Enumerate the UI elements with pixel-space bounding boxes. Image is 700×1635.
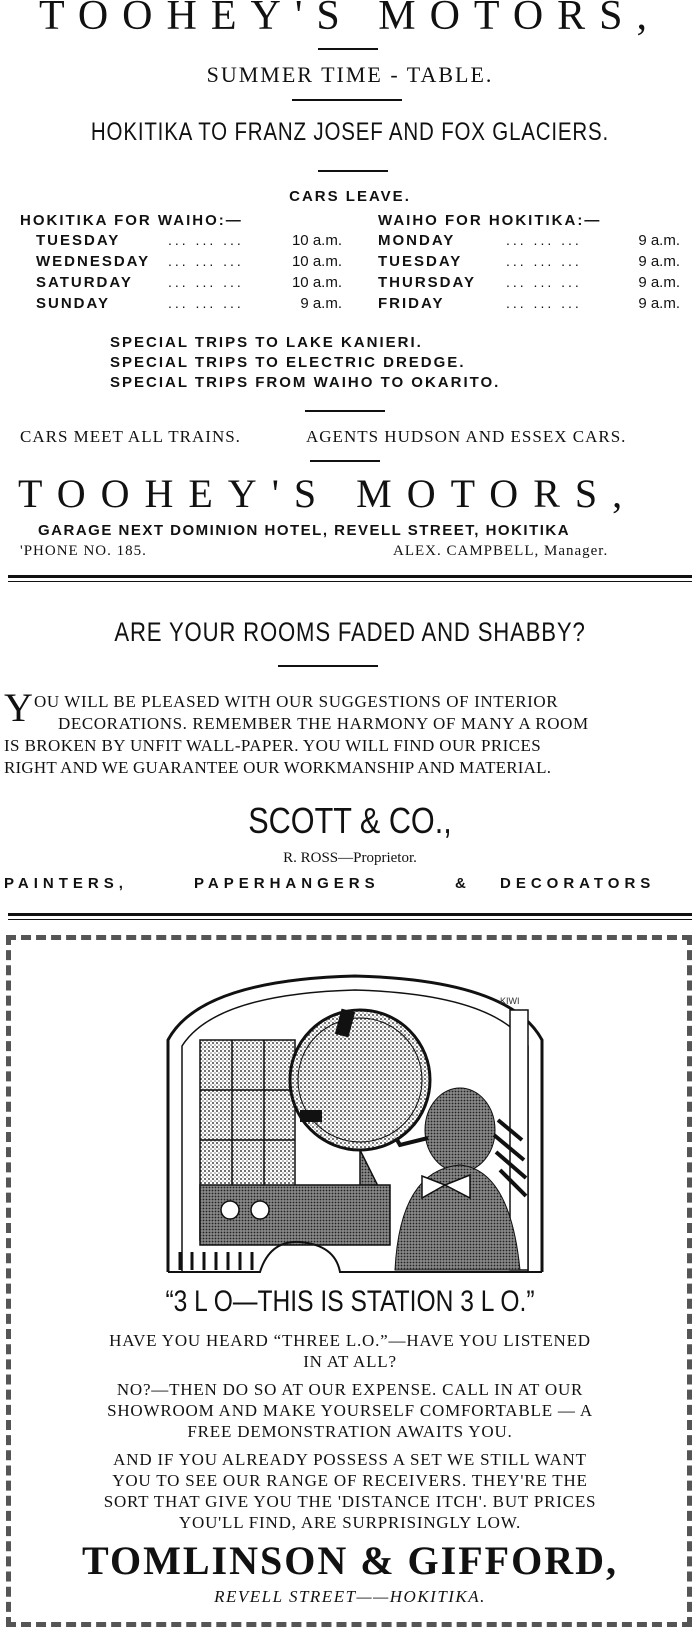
section-separator xyxy=(8,919,692,920)
para2-line: SHOWROOM AND MAKE YOURSELF COMFORTABLE — A xyxy=(107,1401,593,1420)
ad3-company: TOMLINSON & GIFFORD, xyxy=(82,1538,618,1583)
trade-paperhangers: PAPERHANGERS xyxy=(194,875,380,892)
trade-painters: PAINTERS, xyxy=(4,875,128,892)
trade-ampersand: & xyxy=(455,875,466,892)
ad1-cars-leave: CARS LEAVE. xyxy=(289,188,411,205)
left-time: 9 a.m. xyxy=(300,295,342,312)
proprietor: R. ROSS—Proprietor. xyxy=(283,850,417,866)
dots: ... ... ... xyxy=(168,274,244,290)
para3-line: SORT THAT GIVE YOU THE 'DISTANCE ITCH'. BUT PRICES xyxy=(103,1492,597,1511)
special-trip: SPECIAL TRIPS TO ELECTRIC DREDGE. xyxy=(110,354,466,371)
right-header: WAIHO FOR HOKITIKA:— xyxy=(378,212,602,229)
divider xyxy=(310,460,380,462)
dots: ... ... ... xyxy=(506,253,582,269)
left-time: 10 a.m. xyxy=(291,274,342,291)
right-day: MONDAY xyxy=(378,232,456,249)
garage-address: GARAGE NEXT DOMINION HOTEL, REVELL STREET, HOKITIKA xyxy=(38,522,571,539)
body-line: RIGHT AND WE GUARANTEE OUR WORKMANSHIP AND MATERIAL. xyxy=(4,758,552,777)
body-line: DECORATIONS. REMEMBER THE HARMONY OF MANY A ROOM xyxy=(58,714,589,733)
illustration-signature: KIWI xyxy=(500,996,520,1006)
right-time: 9 a.m. xyxy=(638,232,680,249)
left-day: TUESDAY xyxy=(36,232,121,249)
right-time: 9 a.m. xyxy=(638,295,680,312)
divider xyxy=(318,48,378,50)
para3-line: YOU'LL FIND, ARE SURPRISINGLY LOW. xyxy=(178,1513,522,1532)
para2-line: FREE DEMONSTRATION AWAITS YOU. xyxy=(187,1422,513,1441)
divider xyxy=(318,170,388,172)
section-separator xyxy=(8,913,692,916)
left-day: WEDNESDAY xyxy=(36,253,151,270)
section-separator xyxy=(8,581,692,582)
dots: ... ... ... xyxy=(168,295,244,311)
cars-meet: CARS MEET ALL TRAINS. xyxy=(20,427,241,446)
body-line: IS BROKEN BY UNFIT WALL-PAPER. YOU WILL FIND OUR PRICES xyxy=(4,736,542,755)
special-trip: SPECIAL TRIPS TO LAKE KANIERI. xyxy=(110,334,423,351)
manager: ALEX. CAMPBELL, Manager. xyxy=(393,543,609,559)
para1-line: HAVE YOU HEARD “THREE L.O.”—HAVE YOU LISTENED xyxy=(109,1331,591,1350)
ad1-subtitle: SUMMER TIME - TABLE. xyxy=(206,62,494,87)
body-line: OU WILL BE PLEASED WITH OUR SUGGESTIONS OF INTERIOR xyxy=(34,692,559,711)
left-time: 10 a.m. xyxy=(291,232,342,249)
agents: AGENTS HUDSON AND ESSEX CARS. xyxy=(306,427,627,446)
section-separator xyxy=(8,575,692,578)
ad2-headline: ARE YOUR ROOMS FADED AND SHABBY? xyxy=(114,617,586,647)
ad2-company: SCOTT & CO., xyxy=(248,800,452,841)
dots: ... ... ... xyxy=(168,253,244,269)
divider xyxy=(292,99,402,101)
dots: ... ... ... xyxy=(506,274,582,290)
para3-line: YOU TO SEE OUR RANGE OF RECEIVERS. THEY'RE THE xyxy=(112,1471,588,1490)
right-time: 9 a.m. xyxy=(638,274,680,291)
special-trip: SPECIAL TRIPS FROM WAIHO TO OKARITO. xyxy=(110,374,501,391)
drop-cap: Y xyxy=(4,685,33,730)
right-day: FRIDAY xyxy=(378,295,445,312)
right-time: 9 a.m. xyxy=(638,253,680,270)
right-day: THURSDAY xyxy=(378,274,476,291)
phone: 'PHONE NO. 185. xyxy=(20,543,147,559)
ad3-address: REVELL STREET——HOKITIKA. xyxy=(214,1587,486,1606)
divider xyxy=(305,410,385,412)
trade-decorators: DECORATORS xyxy=(500,875,656,892)
ad1-title-top: TOOHEY'S MOTORS, xyxy=(38,0,662,39)
dots: ... ... ... xyxy=(506,295,582,311)
ad3-slogan: “3 L O—THIS IS STATION 3 L O.” xyxy=(165,1285,535,1318)
radio-listener-illustration xyxy=(160,970,550,1280)
para3-line: AND IF YOU ALREADY POSSESS A SET WE STILL WANT xyxy=(113,1450,587,1469)
ad1-title-bottom: TOOHEY'S MOTORS, xyxy=(18,471,638,516)
dots: ... ... ... xyxy=(506,232,582,248)
left-header: HOKITIKA FOR WAIHO:— xyxy=(20,212,243,229)
left-day: SATURDAY xyxy=(36,274,133,291)
para1-line: IN AT ALL? xyxy=(303,1352,397,1371)
left-day: SUNDAY xyxy=(36,295,110,312)
dots: ... ... ... xyxy=(168,232,244,248)
left-time: 10 a.m. xyxy=(291,253,342,270)
para2-line: NO?—THEN DO SO AT OUR EXPENSE. CALL IN AT OUR xyxy=(116,1380,584,1399)
ad1-route: HOKITIKA TO FRANZ JOSEF AND FOX GLACIERS. xyxy=(90,118,610,146)
right-day: TUESDAY xyxy=(378,253,463,270)
divider xyxy=(278,665,378,667)
